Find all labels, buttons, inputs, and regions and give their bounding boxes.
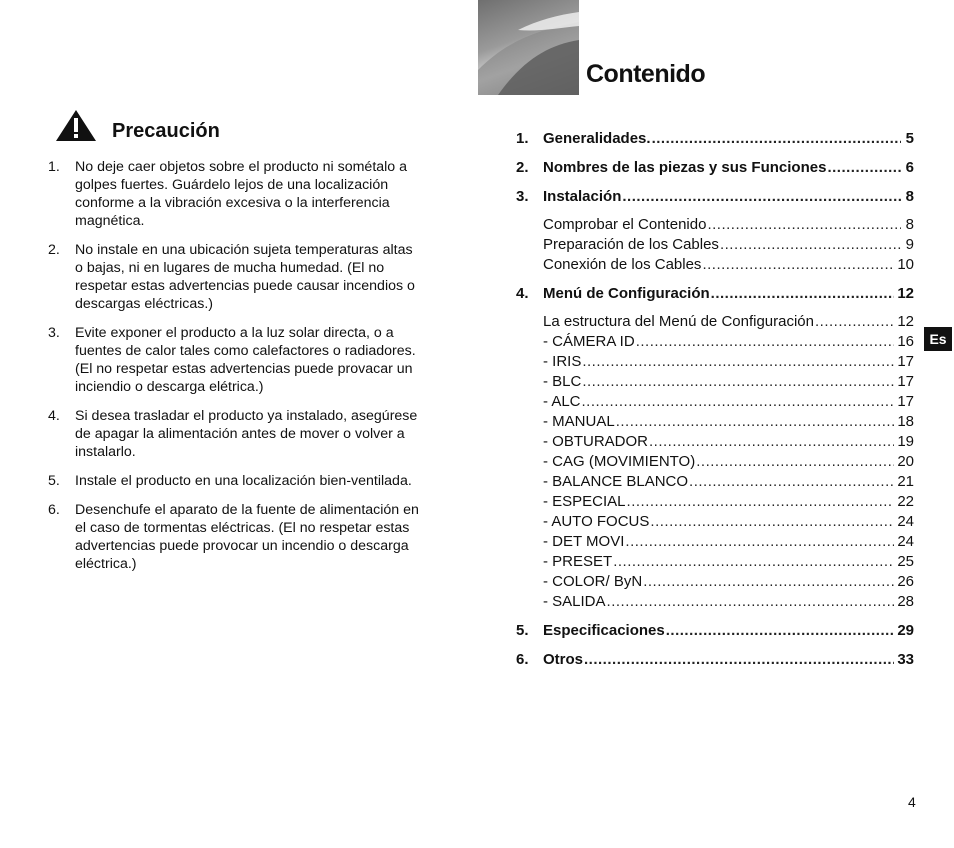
toc-title: Contenido [586,60,706,88]
toc-entry[interactable] [516,353,914,373]
toc-entry-page: 12 [897,285,914,302]
toc-entry-label: - MANUAL [543,413,615,430]
toc-leader [815,313,894,330]
toc-entry[interactable] [516,493,914,513]
toc-leader [607,593,895,610]
warning-triangle-icon [55,109,97,142]
caution-item-number: 5. [48,473,60,489]
toc-entry-page: 22 [897,493,914,510]
toc-entry[interactable] [516,413,914,433]
toc-entry-label: - CAG (MOVIMIENTO) [543,453,696,470]
toc-entry[interactable] [516,553,914,573]
toc-entry-page: 24 [897,513,914,530]
toc-entry-label: Otros [543,651,584,668]
toc-leader [582,373,894,390]
toc-leader [711,285,895,302]
caution-item-text: Evite exponer el producto a la luz solar directa, o a fuentes de calor tales como calefactores o radiadores. (El no respetar estas advertencias puede provacar un inciendio o descarga elétrica.) [75,325,416,395]
page-number: 4 [908,794,916,810]
toc-entry[interactable] [516,188,914,208]
toc-entry-label: - BALANCE BLANCO [543,473,689,490]
toc-entry-label: Conexión de los Cables [543,256,702,273]
toc-entry-label: Nombres de las piezas y sus Funciones [543,159,827,176]
header-photo [478,0,579,95]
toc-entry[interactable] [516,256,914,276]
caution-item-text: No instale en una ubicación sujeta temperaturas altas o bajas, ni en lugares de mucha humedad. (El no respetar estas advertencias puede causar incendios o descargas eléctricas.) [75,242,415,312]
toc-entry-label: - COLOR/ ByN [543,573,643,590]
caution-item [48,501,420,573]
caution-item-text: Instale el producto en una localización bien-ventilada. [75,473,412,489]
toc-entry-page: 21 [897,473,914,490]
toc-leader [622,188,901,205]
toc-entry-label: - AUTO FOCUS [543,513,650,530]
toc-leader [643,573,894,590]
caution-item-text: No deje caer objetos sobre el producto ni sométalo a golpes fuertes. Guárdelo lejos de una localización conforme a la vibración excesiva o la interferencia magnética. [75,159,408,229]
toc-entry-label: - IRIS [543,353,582,370]
toc-entry[interactable] [516,593,914,613]
toc-entry-page: 8 [905,188,914,205]
toc-leader [702,256,894,273]
toc-entry-page: 12 [897,313,914,330]
toc-entry[interactable] [516,216,914,236]
caution-title: Precaución [112,120,220,142]
toc-entry[interactable] [516,513,914,533]
toc-entry-label: Generalidades. [543,130,651,147]
toc-entry-page: 18 [897,413,914,430]
toc-entry[interactable] [516,651,914,671]
toc-entry-number: 1. [516,130,529,147]
toc-leader [827,159,901,176]
toc-leader [627,493,895,510]
toc-leader [689,473,894,490]
toc-leader [636,333,895,350]
toc-entry-number: 4. [516,285,529,302]
toc-entry-page: 33 [897,651,914,668]
toc-entry-label: - OBTURADOR [543,433,648,450]
toc-entry[interactable] [516,373,914,393]
caution-item [48,407,420,461]
toc-entry-page: 9 [905,236,914,253]
toc-entry[interactable] [516,433,914,453]
toc-entry-label: Preparación de los Cables [543,236,719,253]
toc-entry-number: 3. [516,188,529,205]
toc-entry-label: Especificaciones [543,622,665,639]
caution-item-number: 2. [48,242,60,258]
toc-entry-label: - SALIDA [543,593,606,610]
toc-entry[interactable] [516,159,914,179]
toc-entry[interactable] [516,393,914,413]
caution-item [48,472,420,490]
caution-item-number: 4. [48,408,60,424]
caution-item [48,324,420,396]
toc-entry[interactable] [516,453,914,473]
toc-entry-page: 26 [897,573,914,590]
toc-entry-label: - BLC [543,373,582,390]
toc-entry-page: 16 [897,333,914,350]
toc-entry-page: 19 [897,433,914,450]
toc-entry-number: 5. [516,622,529,639]
toc-entry-page: 10 [897,256,914,273]
toc-leader [720,236,901,253]
toc-leader [613,553,894,570]
toc-entry[interactable] [516,622,914,642]
toc-entry-page: 17 [897,353,914,370]
toc-leader [707,216,901,233]
caution-item-text: Si desea trasladar el producto ya instalado, asegúrese de apagar la alimentación antes de mover o volver a instalarlo. [75,408,418,460]
toc-entry-page: 29 [897,622,914,639]
caution-list [48,158,420,584]
caution-item-number: 6. [48,502,60,518]
toc-list [516,130,914,671]
toc-entry[interactable] [516,313,914,333]
toc-entry-label: - ALC [543,393,581,410]
toc-entry[interactable] [516,573,914,593]
toc-entry-label: Instalación [543,188,622,205]
toc-entry-page: 8 [905,216,914,233]
caution-item [48,158,420,230]
toc-entry-label: - DET MOVI [543,533,625,550]
caution-item-number: 1. [48,159,60,175]
toc-entry[interactable] [516,473,914,493]
caution-item-number: 3. [48,325,60,341]
toc-leader [696,453,894,470]
toc-leader [582,353,894,370]
toc-entry-label: Comprobar el Contenido [543,216,707,233]
toc-entry-label: - PRESET [543,553,613,570]
toc-entry[interactable] [516,130,914,150]
toc-leader [584,651,894,668]
toc-entry[interactable] [516,333,914,353]
toc-leader [649,433,894,450]
toc-leader [652,130,901,147]
toc-entry-page: 20 [897,453,914,470]
toc-entry-label: - CÁMERA ID [543,333,635,350]
toc-leader [625,533,894,550]
toc-entry-number: 6. [516,651,529,668]
toc-entry-page: 6 [905,159,914,176]
toc-leader [616,413,895,430]
toc-entry-page: 25 [897,553,914,570]
toc-entry-label: La estructura del Menú de Configuración [543,313,814,330]
toc-entry[interactable] [516,285,914,305]
toc-entry-page: 17 [897,373,914,390]
toc-leader [666,622,895,639]
caution-item [48,241,420,313]
caution-item-text: Desenchufe el aparato de la fuente de alimentación en el caso de tormentas eléctricas. (El no respetar estas advertencias puede provocar un incendio o descarga eléctrica.) [75,502,419,572]
toc-leader [582,393,895,410]
toc-entry-page: 28 [897,593,914,610]
toc-entry-label: - ESPECIAL [543,493,626,510]
toc-entry[interactable] [516,533,914,553]
language-tab: Es [924,327,952,351]
toc-entry[interactable] [516,236,914,256]
toc-entry-label: Menú de Configuración [543,285,710,302]
toc-entry-page: 17 [897,393,914,410]
toc-entry-page: 5 [905,130,914,147]
toc-entry-number: 2. [516,159,529,176]
toc-entry-page: 24 [897,533,914,550]
toc-leader [650,513,894,530]
